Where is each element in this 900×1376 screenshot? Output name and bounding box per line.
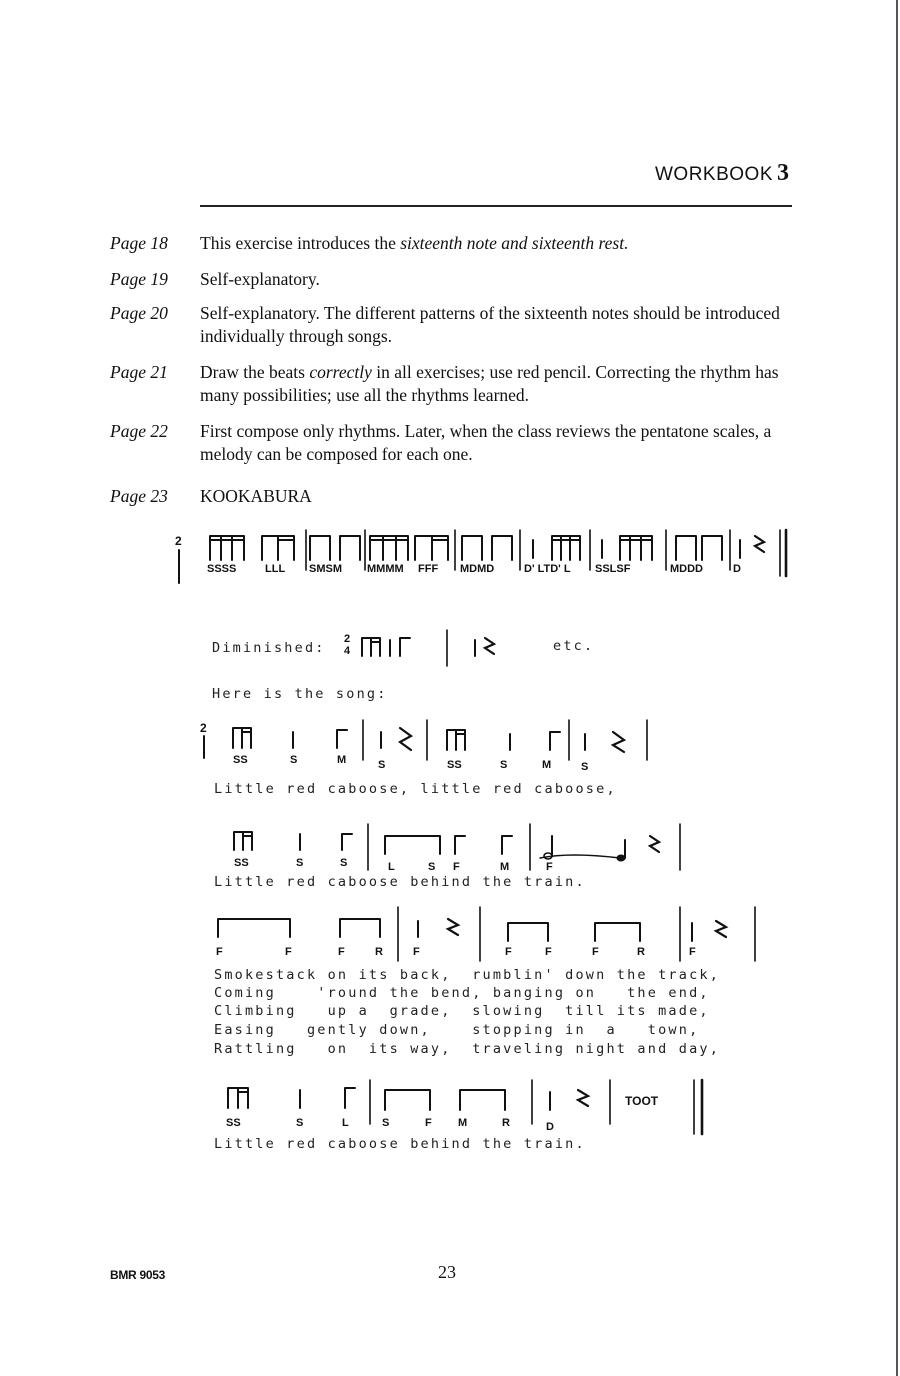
header-label: WORKBOOK [655,164,774,185]
song-line-4-staff [210,1078,730,1138]
page-edge [896,0,898,1376]
note-page-label: Page 23 [110,486,168,506]
syllable: M [458,1117,468,1129]
song-line-1-lyric: Little red caboose, little red caboose, [214,781,617,797]
syllable: SSSS [207,563,237,575]
syllable: S [581,761,589,773]
note-page-21 [110,361,790,407]
diminished-rhythm [340,628,500,668]
song-line-1-staff [195,718,665,778]
kookabura-syllables [207,563,741,575]
note-page-23 [110,485,790,508]
song-line-2-staff [210,822,690,882]
syllable: S [428,861,436,873]
syllable: F [338,946,345,958]
kookabura-rhythm-staff [170,528,800,588]
syllable: S [382,1117,390,1129]
syllable: S [340,857,348,869]
song-line-3-staff [210,905,770,965]
svg-text:4: 4 [344,645,351,657]
syllable: F [546,861,553,873]
syllable: F [505,946,512,958]
syllable: SS [234,857,249,869]
syllable: F [285,946,292,958]
syllable: F [216,946,223,958]
syllable: SMSM [309,563,342,575]
syllable: S [296,1117,304,1129]
syllable: SS [226,1117,241,1129]
syllable: R [502,1117,510,1129]
page-header [655,160,790,187]
syllable: FFF [418,563,439,575]
syllable: S [296,857,304,869]
syllable: F [453,861,460,873]
syllable: MDMD [460,563,495,575]
note-page-label: Page 22 [110,421,168,441]
song-intro: Here is the song: [212,686,388,702]
note-text: This exercise introduces the sixteenth note and sixteenth rest. [200,233,629,253]
footer-code: BMR 9053 [110,1268,165,1282]
syllable: F [592,946,599,958]
syllable: M [542,759,552,771]
syllable: D [733,563,741,575]
note-page-label: Page 21 [110,362,168,382]
note-page-label: Page 19 [110,269,168,289]
diminished-label: Diminished: [212,640,326,656]
note-page-label: Page 18 [110,233,168,253]
song-line-2-syllables [234,857,553,873]
diminished-etc: etc. [553,638,595,654]
syllable: M [337,754,347,766]
header-rule [200,205,792,207]
syllable: F [425,1117,432,1129]
header-number: 3 [777,160,790,186]
svg-text:2: 2 [200,721,207,735]
syllable: R [375,946,383,958]
syllable: F [689,946,696,958]
time-signature: 2 [175,534,182,548]
song-line-4-syllables [226,1117,554,1133]
syllable: D [546,1121,554,1133]
syllable: L [388,861,395,873]
note-text: First compose only rhythms. Later, when the class reviews the pentatone scales, a melody can be composed for each one. [200,421,772,464]
syllable: F [545,946,552,958]
verse-line: Climbing up a grade, slowing till its made, [214,1003,710,1019]
syllable: S [500,759,508,771]
verse-line: Coming 'round the bend, banging on the end, [214,985,710,1001]
verse-line: Rattling on its way, traveling night and day, [214,1041,721,1057]
note-page-18 [110,232,790,255]
syllable: SS [233,754,248,766]
syllable: MDDD [670,563,703,575]
syllable: S [290,754,298,766]
song-line-3-syllables [216,946,696,958]
syllable: SSLSF [595,563,631,575]
verse-line: Easing gently down, stopping in a town, [214,1022,700,1038]
syllable: M [500,861,510,873]
song-line-2-lyric: Little red caboose behind the train. [214,874,586,890]
verse-line: Smokestack on its back, rumblin' down the track, [214,967,721,983]
syllable: SS [447,759,462,771]
syllable: D' LTD' L [524,563,571,575]
note-text: Self-explanatory. [200,269,320,289]
toot-label: TOOT [625,1094,659,1108]
page-number: 23 [438,1262,456,1282]
note-page-22 [110,420,790,466]
syllable: R [637,946,645,958]
syllable: L [342,1117,349,1129]
note-page-19 [110,268,790,291]
note-page-label: Page 20 [110,303,168,323]
syllable: MMMM [367,563,404,575]
note-text: Draw the beats correctly in all exercises; use red pencil. Correcting the rhythm has many possibilities; use all the rhythms learned. [200,362,779,405]
song-line-1-syllables [233,754,588,773]
syllable: LLL [265,563,286,575]
svg-text:2: 2 [344,633,351,645]
song-line-4-lyric: Little red caboose behind the train. [214,1136,586,1152]
syllable: F [413,946,420,958]
note-text: Self-explanatory. The different patterns of the sixteenth notes should be introduced individually through songs. [200,303,780,346]
syllable: S [378,759,386,771]
note-page-20 [110,302,790,348]
note-text: KOOKABURA [200,486,312,506]
